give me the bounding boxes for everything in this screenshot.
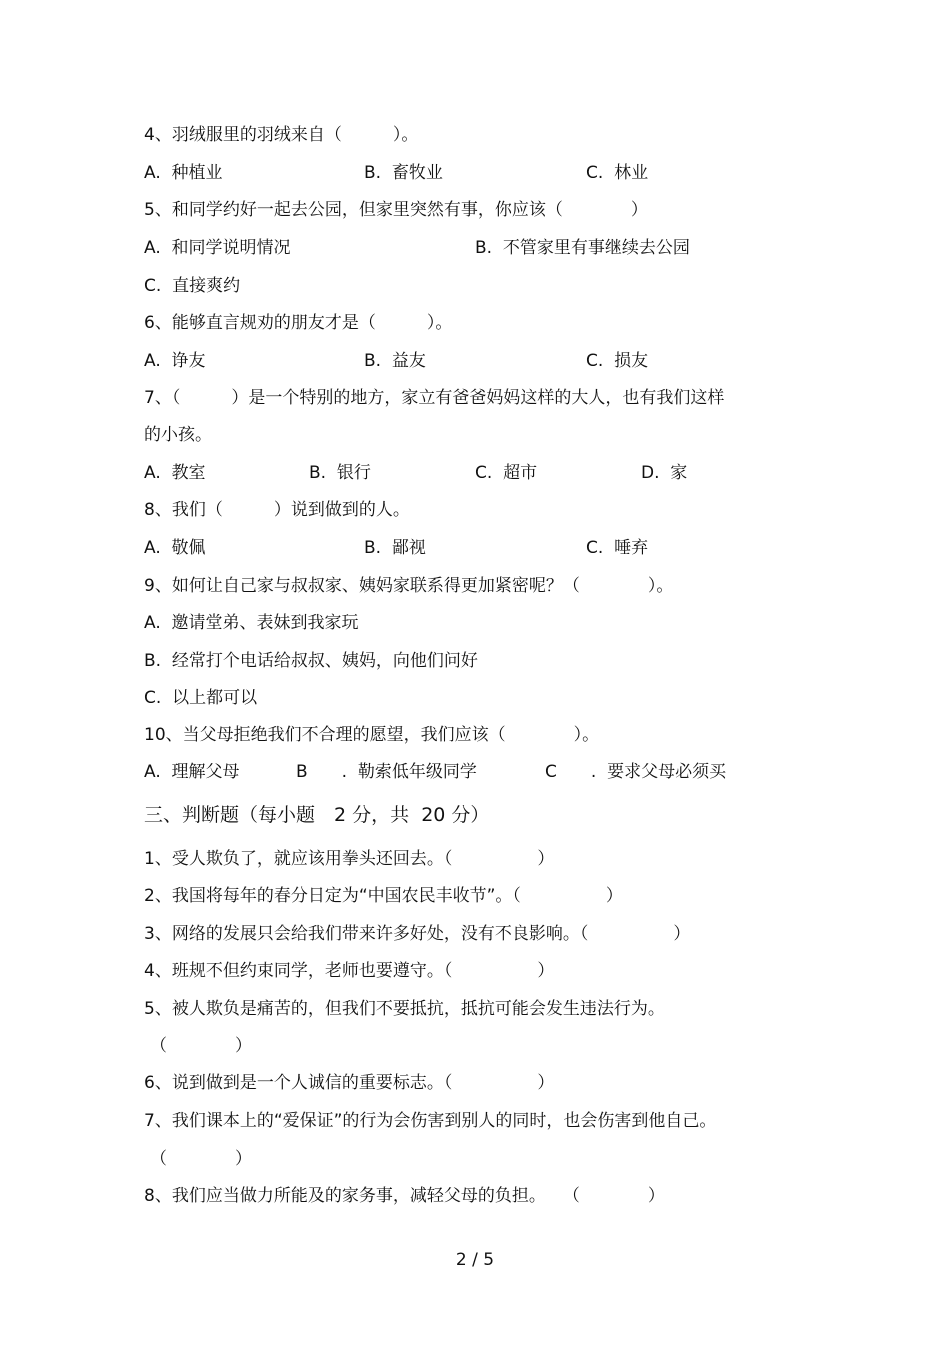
q7-option-a: A. 教室 [144, 463, 206, 483]
q4-option-b: B. 畜牧业 [364, 163, 443, 183]
q9-option-b: B. 经常打个电话给叔叔、姨妈，向他们问好 [144, 651, 478, 671]
q10-option-b: B . 勒索低年级同学 [296, 762, 477, 782]
q5-option-b: B. 不管家里有事继续去公园 [475, 238, 690, 258]
section-title: 三、判断题（每小题 2 分，共 20 分） [144, 804, 490, 826]
tf-item-5: 5、被人欺负是痛苦的，但我们不要抵抗，抵抗可能会发生违法行为。 [144, 999, 665, 1019]
q9-stem: 9、如何让自己家与叔叔家、姨妈家联系得更加紧密呢？（ ）。 [144, 576, 674, 596]
page-number: 2 / 5 [455, 1250, 495, 1270]
tf-item-8: 8、我们应当做力所能及的家务事，减轻父母的负担。 （ ） [144, 1186, 665, 1206]
q4-option-c: C. 林业 [586, 163, 649, 183]
q7-stem-continued: 的小孩。 [144, 425, 212, 445]
q5-stem: 5、和同学约好一起去公园，但家里突然有事，你应该（ ） [144, 200, 648, 220]
q6-option-a: A. 诤友 [144, 351, 206, 371]
q7-stem: 7、（ ）是一个特别的地方，家立有爸爸妈妈这样的大人，也有我们这样 [144, 388, 725, 408]
q10-option-a: A. 理解父母 [144, 762, 240, 782]
q9-option-c: C. 以上都可以 [144, 688, 258, 708]
tf-item-3: 3、网络的发展只会给我们带来许多好处，没有不良影响。（ ） [144, 924, 691, 944]
q6-option-c: C. 损友 [586, 351, 649, 371]
q8-stem: 8、我们（ ）说到做到的人。 [144, 500, 410, 520]
tf-item-5-answer: （ ） [150, 1036, 252, 1056]
tf-item-2: 2、我国将每年的春分日定为“中国农民丰收节”。（ ） [144, 886, 623, 906]
tf-item-7-answer: （ ） [150, 1149, 252, 1169]
q6-stem: 6、能够直言规劝的朋友才是（ ）。 [144, 313, 453, 333]
q5-option-c: C. 直接爽约 [144, 276, 241, 296]
q8-option-a: A. 敬佩 [144, 538, 206, 558]
q7-option-d: D. 家 [641, 463, 688, 483]
q9-option-a: A. 邀请堂弟、表妹到我家玩 [144, 613, 359, 633]
q8-option-c: C. 唾弃 [586, 538, 649, 558]
tf-item-4: 4、班规不但约束同学，老师也要遵守。（ ） [144, 961, 555, 981]
tf-item-6: 6、说到做到是一个人诚信的重要标志。（ ） [144, 1073, 555, 1093]
q4-stem: 4、羽绒服里的羽绒来自（ ）。 [144, 125, 419, 145]
tf-item-1: 1、受人欺负了，就应该用拳头还回去。（ ） [144, 849, 555, 869]
tf-item-7: 7、我们课本上的“爱保证”的行为会伤害到别人的同时，也会伤害到他自己。 [144, 1111, 717, 1131]
q4-option-a: A. 种植业 [144, 163, 223, 183]
q10-stem: 10、当父母拒绝我们不合理的愿望，我们应该（ ）。 [144, 725, 600, 745]
q7-option-c: C. 超市 [475, 463, 538, 483]
q8-option-b: B. 鄙视 [364, 538, 426, 558]
q7-option-b: B. 银行 [309, 463, 371, 483]
q5-option-a: A. 和同学说明情况 [144, 238, 291, 258]
q10-option-c: C . 要求父母必须买 [545, 762, 727, 782]
q6-option-b: B. 益友 [364, 351, 426, 371]
